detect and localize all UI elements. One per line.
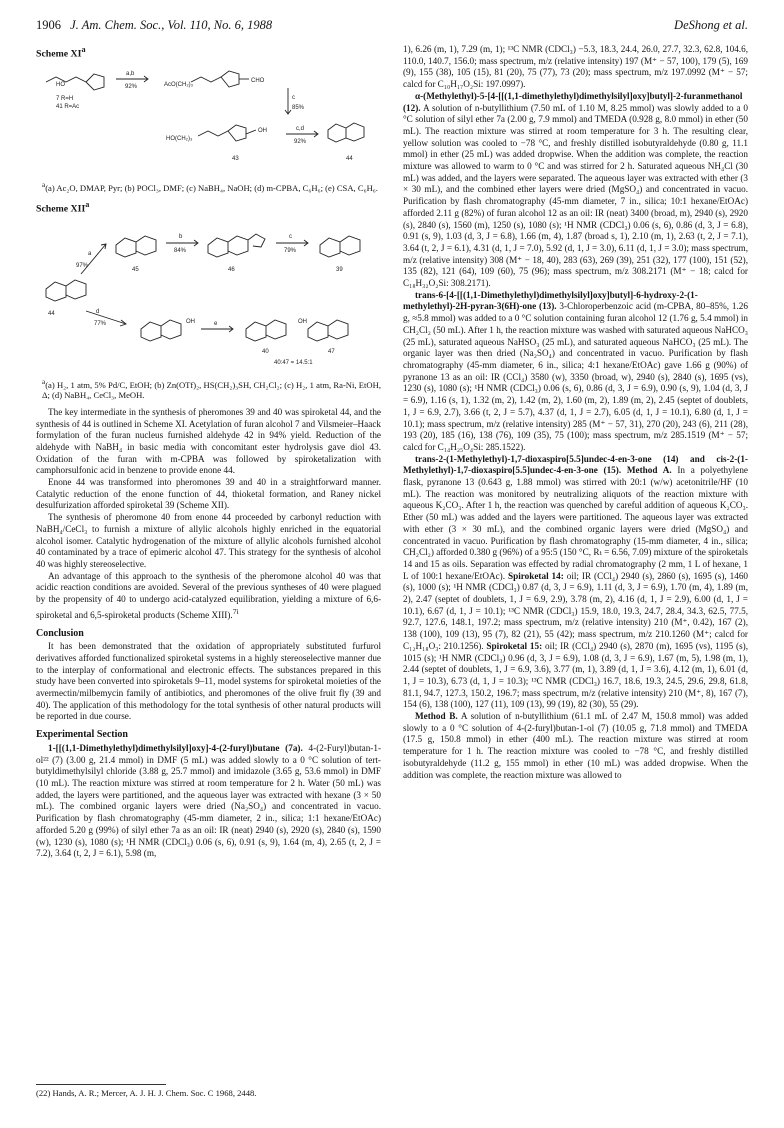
scheme-xii-number-44: 44 — [48, 311, 55, 318]
compound-title-13: trans-6-[4-[[(1,1-Dimethylethyl)dimethylsilyl]oxy]butyl]-6-hydroxy-2-(1-methylethyl)-2H-pyran-3(6H)-one (13). — [403, 289, 698, 312]
left-column — [36, 44, 381, 860]
experimental-heading: Experimental Section — [36, 729, 128, 741]
scheme-xii-arrow-a — [81, 244, 106, 274]
scheme-xi-yield-c: 85% — [292, 104, 305, 111]
scheme-xii-allylic-ring-b — [161, 320, 181, 339]
method-b-label: Method B. — [415, 711, 458, 722]
experimental-entry-13: trans-6-[4-[[(1,1-Dimethylethyl)dimethylsilyl]oxy]butyl]-6-hydroxy-2-(1-methylethyl)-2H-pyran-3(6H)-one (13). 3-Chloroperbenzoic acid (m-CPBA, 80–85%, 1.26 g, ≈5.8 mmol) was added to a 0 °C solution containing furan alcohol 12 (1.76 g, 5.4 mmol) in CH₂Cl₂ (50 mL). After 1 h, the reaction mixture was washed with saturated aqueous NaHCO₃ (25 mL), saturated aqueous NaHSO₃ (25 mL), and saturated aqueous NaHCO₃ (25 mL). The organic layer was then dried (Na₂SO₄) and concentrated in vacuo. Purification by flash chromatography (45-mm diameter, 6 in., silica; 4:1 hexane/EtOAc) gave 1.66 g (90%) of pyranone 13 as an oil: IR (CCl₄) 3580 (w), 3350 (broad, w), 2940 (s), 2840 (s), 1695 (vs), 1230 (s), 1080 (s); ¹H NMR (CDCl₃) 0.06 (s, 6), 0.86 (d, 3, J = 6.9), 0.90 (s, 9), 1.04 (d, 3, J = 6.9), 1.16 (s, 1), 1.32 (m, 2), 1.42 (m, 2), 1.60 (m, 2), 1.89 (m, 2), 2.45 (septet of doublets, 1, J = 6.9, 2.7), 3.66 (t, 2, J = 5.7), 4.37 (d, 1, J = 2.7), 6.05 (d, 1, J = 10.1), 6.80 (d, 1, J = 10.1); mass spectrum, m/z (relative intensity) 285 (M⁺ − 57, 31), 270 (20), 243 (6), 211 (28), 193 (20), 185 (16), 138 (76), 109 (35), 75 (100); mass spectrum, m/z 285.1519 (M⁺ − 57; calcd for C₁₄H₂₅O₄Si: 285.1522). — [403, 289, 748, 452]
spiroketal-14-label: Spiroketal 14: — [507, 570, 564, 581]
scheme-xi-furan-2 — [221, 71, 239, 87]
scheme-xi-reagent-ab: a,b — [126, 70, 135, 77]
experimental-entry-7a: 1-[[(1,1-Dimethylethyl)dimethylsilyl]oxy]-4-(2-furyl)butane (7a). 4-(2-Furyl)butan-1-ol²² (7) (3.00 g, 21.4 mmol) in DMF (5 mL) was added slowly to a 0 °C solution of tert-butyldimethylsilyl chloride (3.88 g, 25.7 mmol) and imidazole (3.65 g, 53.6 mmol) in DMF (10 mL). The reaction mixture was stirred at room temperature for 2 h. Water (50 mL) was added, the layers were partitioned, and the aqueous layer was extracted with hexane (3 × 50 mL). The combined organic layers were dried (Na₂SO₄) and concentrated in vacuo. Purification by flash chromatography (45-mm diameter, 2 in., silica; 1:1 hexane/EtOAc) afforded 5.20 g (99%) of silyl ether 7a as an oil: IR (neat) 2940 (s), 2920 (s), 2840 (s), 1590 (w), 1230 (s), 1080 (s); ¹H NMR (CDCl₃) 0.06 (s, 6), 0.91 (s, 9), 1.64 (m, 4), 2.65 (t, 2, J = 7.2), 3.64 (t, 2, J = 6.1), 5.98 (m, — [36, 742, 382, 859]
scheme-xii-reagent-a: a — [88, 251, 92, 258]
scheme-xii-39-ring-b — [340, 236, 360, 255]
running-header-authors: DeShong et al. — [674, 18, 748, 32]
scheme-xi-ring-b — [346, 123, 364, 141]
body-paragraph-2: Enone 44 was transformed into pheromones 39 and 40 in a straightforward manner. Catalytic reduction of the enone function of 44, thioketal formation, and Raney nickel desulfurization afforded spiroketal 39 (Scheme XII). — [36, 477, 381, 511]
scheme-xi-acoch: AcO(CH₂)₃ — [164, 81, 194, 88]
scheme-xi-compound-7: 7 R=H — [56, 95, 74, 102]
scheme-xii-structures — [36, 219, 381, 369]
page-number: 1906 — [36, 18, 61, 32]
scheme-xi-furan-1 — [86, 74, 104, 90]
scheme-xi-number-44: 44 — [346, 155, 353, 162]
scheme-xii-reagent-d: d — [96, 309, 100, 316]
footnote-22: (22) Hands, A. R.; Mercer, A. J. H. J. Chem. Soc. C 1968, 2448. — [36, 1088, 257, 1098]
scheme-xi-yield-cd: 92% — [294, 138, 307, 145]
scheme-xi-reagent-c: c — [292, 94, 295, 101]
scheme-xii-46-ring-a — [208, 238, 228, 257]
scheme-xi-chain-2 — [191, 77, 221, 82]
body-paragraph-1: The key intermediate in the synthesis of pheromones 39 and 40 was spiroketal 44, and the synthesis of 44 is outlined in Scheme XI. Acetylation of furan alcohol 7 and Vilsmeier–Haack formylation of the furan nucleus furnished aldehyde 42 in 94% yield. Reduction of the aldehyde with NaBH₄ in basic media with concomitant ester hydrolysis gave diol 43. Oxidation of the furan with m-CPBA was followed by spiroketalization with camphorsulfonic acid in benzene to provide enone 44. — [36, 406, 382, 476]
scheme-xii-reagent-c: c — [289, 234, 292, 241]
scheme-xii-yield-b: 84% — [174, 248, 187, 255]
scheme-xii-47-ring-b — [328, 320, 348, 339]
scheme-xii-ratio: 40:47 = 14.5:1 — [274, 360, 313, 367]
scheme-xi-ring-a — [328, 124, 346, 142]
scheme-xii-39-ring-a — [320, 238, 340, 257]
scheme-xi-structures — [36, 64, 381, 172]
experimental-entry-14-15: trans-2-(1-Methylethyl)-1,7-dioxaspiro[5.5]undec-4-en-3-one (14) and cis-2-(1-Methylethyl)-1,7-dioxaspiro[5.5]undec-4-en-3-one (15). Method A. In a polyethylene flask, pyranone 13 (0.643 g, 1.88 mmol) was stirred with 20:1 (w/w) acetonitrile/HF (10 mL). The reaction was monitored by neutralizing aliquots of the reaction mixture with aqueous K₂CO₃. After 1 h, the reaction was quenched by careful addition of aqueous K₂CO₃. Ether (50 mL) was added and the layers were partitioned. The aqueous layer was extracted with ether (3 × 30 mL), and the combined organic layers were dried (MgSO₄) and concentrated in vacuo. Purification by flash chromatography (15-mm diameter, 4 in., silica; CH₂Cl₂) afforded 0.380 g (96%) of a 95:5 (150 °C, Rₜ = 6.56, 7.09) mixture of the spiroketals 14 and 15 as oils. Separation was effected by radial chromatography (2 mm, 1 L of hexane, 1 L of 100:1 hexane/EtOAc). Spiroketal 14: oil; IR (CCl₄) 2940 (s), 2860 (s), 1695 (s), 1460 (s), 1000 (s); ¹H NMR (CDCl₃) 0.87 (d, 3, J = 6.9), 1.11 (d, 3, J = 6.9), 1.70 (m, 4), 1.89 (m, 2), 2.47 (septet of doublets, 1, J = 6.9, 2.9), 3.78 (m, 2), 4.16 (d, 1, J = 2.9), 6.00 (d, 1, J = 10.1), 6.67 (d, 1, J = 10.1); ¹³C NMR (CDCl₃) 15.9, 18.0, 19.3, 24.7, 28.4, 34.3, 62.5, 77.5, 92.7, 127.6, 148.1, 197.2; mass spectrum, m/z (relative intensity) 210 (M⁺, 0.42), 167 (2), 138 (100), 109 (13), 95 (7), 82 (21), 55 (42); mass spectrum, m/z 210.1260 (M⁺; calcd for C₁₂H₁₈O₃: 210.1256). Spiroketal 15: oil; IR (CCl₄) 2940 (s), 2870 (m), 1695 (vs), 1195 (s), 1015 (s); ¹H NMR (CDCl₃) 0.96 (d, 3, J = 6.9), 1.08 (d, 3, J = 6.9), 1.67 (m, 5), 1.98 (m, 1), 2.44 (septet of doublets, 1, J = 6.9, 3.6), 3.77 (m, 1), 3.89 (d, 1, J = 3.6), 4.12 (m, 1), 6.01 (d, 1, J = 10.3), 6.73 (d, 1, J = 10.3); ¹³C NMR (CDCl₃) 16.7, 18.6, 19.3, 24.5, 29.6, 29.8, 61.8, 81.1, 94.7, 127.3, 150.2, 196.7; mass spectrum, m/z (relative intensity) 210 (M⁺, 8), 167 (7), 154 (6), 138 (100), 127 (11), 109 (13), 99 (19), 82 (30), 55 (29). — [403, 453, 749, 710]
footnote-rule — [36, 1084, 166, 1085]
scheme-xi-ch2oh-bond — [246, 130, 256, 134]
experimental-method-b: Method B. A solution of n-butyllithium (61.1 mL of 2.47 M, 150.8 mmol) was added slowly to a 0 °C solution of 4-(2-furyl)butan-1-ol (7) (10.05 g, 71.8 mmol) and TMEDA (17.5 g, 150.8 mmol) in ether (400 mL). The reaction mixture was stirred at room temperature for 1 h. The reaction mixture was cooled to −78 °C, and freshly distilled isobutyraldehyde (11.2 g, 155 mmol) in ether (10 mL) was added dropwise. When the addition was complete, the reaction mixture was allowed to — [403, 711, 748, 780]
scheme-xi-oh: OH — [258, 127, 267, 134]
scheme-xi-furan-3 — [228, 125, 246, 141]
scheme-xii-47-ring-a — [308, 322, 328, 341]
scheme-xi-chain-1 — [46, 77, 86, 82]
scheme-xi-hoch: HO(CH₂)₃ — [166, 135, 193, 142]
experimental-entry-12: α-(Methylethyl)-5-[4-[[(1,1-dimethylethyl)dimethylsilyl]oxy]butyl]-2-furanmethanol (12). A solution of n-butyllithium (7.50 mL of 1.10 M, 8.25 mmol) was slowly added to a 0 °C solution of silyl ether 7a (2.00 g, 7.9 mmol) and TMEDA (0.928 g, 8.0 mmol) in ether (50 mL). The reaction mixture was stirred at room temperature for 3 h. The resulting clear, yellow solution was cooled to −78 °C, and freshly distilled isobutyraldehyde (0.80 g, 11.1 mmol) in ether (25 mL) was added dropwise. When the addition was complete, the reaction mixture was allowed to warm to 0 °C and was stirred for 2 h. Saturated aqueous NH₄Cl (30 mL) was added, and the layers were separated. The aqueous layer was extracted with ether (3 × 30 mL), and the combined ether layers were dried (MgSO₄) and concentrated in vacuo. Purification by flash chromatography (45-mm diameter, 7 in., silica; 10:1 hexane/EtOAc) afforded 2.11 g (82%) of furan alcohol 12 as an oil: IR (neat) 3400 (broad, m), 2940 (s), 2920 (s), 2840 (s), 1560 (m), 1250 (s), 1080 (s); ¹H NMR (CDCl₃) 0.06 (s, 6), 0.86 (d, 3, J = 6.8), 0.91 (s, 9), 1.03 (d, 3, J = 6.8), 1.66 (m, 4), 1.87 (broad s, 1), 2.10 (m, 1), 2.63 (t, 2, J = 7.1), 3.64 (t, 2, J = 6.1), 4.31 (d, 1, J = 7.0), 5.92 (d, 1, J = 3.0), 6.11 (d, 1, J = 3.0); mass spectrum, m/z (relative intensity) 308 (M⁺ − 18, 40), 283 (63), 269 (39), 251 (32), 177 (100), 151 (52), 135 (82), 121 (64), 109 (60), 75 (96); mass spectrum, m/z 308.2171 (M⁺ − 18; calcd for C₁₈H₃₂O₂Si: 308.2171). — [403, 90, 748, 289]
compound-title-12: α-(Methylethyl)-5-[4-[[(1,1-dimethylethyl)dimethylsilyl]oxy]butyl]-2-furanmethanol (12). — [403, 90, 743, 113]
compound-title-14-15: trans-2-(1-Methylethyl)-1,7-dioxaspiro[5.5]undec-4-en-3-one (14) and cis-2-(1-Methylethyl)-1,7-dioxaspiro[5.5]undec-4-en-3-one (15). Method A. — [403, 453, 748, 476]
body-paragraph-3: The synthesis of pheromone 40 from enone 44 proceeded by carbonyl reduction with NaBH₄/CeCl₃ to furnish a mixture of allylic alcohols highly enriched in the equatorial alcohol isomer. Catalytic hydrogenation of the mixture of allylic alcohols furnished alcohol 40 contaminated by a trace of epimeric alcohol 47. This strategy for the synthesis of alcohol 40 was highly stereoselective. — [36, 512, 381, 569]
body-paragraph-4: An advantage of this approach to the synthesis of the pheromone alcohol 40 was that acidic reaction conditions are avoided. Several of the previous syntheses of 40 were plagued by the propensity of 40 to undergo acid-catalyzed equilibration, yielding a mixture of 6,6-spiroketal and 6,5-spiroketal products (Scheme XIII).$^{7i}$ — [36, 570, 381, 620]
spiroketal-15-label: Spiroketal 15: — [486, 640, 543, 651]
scheme-xii-yield-a: 97% — [76, 263, 89, 270]
journal-citation: J. Am. Chem. Soc., Vol. 110, No. 6, 1988 — [70, 18, 273, 32]
scheme-xii-number-40: 40 — [262, 349, 269, 356]
scheme-xi-cho: CHO — [251, 77, 265, 84]
running-header-left — [36, 18, 272, 33]
scheme-xii-allylic-ring-a — [141, 322, 161, 341]
scheme-xii-46-ring-b — [228, 236, 248, 255]
scheme-xii-number-39: 39 — [336, 267, 343, 274]
scheme-xi-footnote: $^a$(a) Ac₂O, DMAP, Pyr; (b) POCl₃, DMF; (c) NaBH₄, NaOH; (d) m-CPBA, C₆H₆; (e) CSA, C₆H₆. — [42, 180, 378, 193]
scheme-xii-reagent-e: e — [214, 321, 218, 328]
scheme-xii-allylic-oh: OH — [186, 319, 195, 326]
scheme-xii-number-47: 47 — [328, 349, 335, 356]
scheme-xi-figure — [36, 64, 381, 176]
scheme-xii-label: Scheme XII$^a$ — [36, 200, 90, 215]
scheme-xii-number-46: 46 — [228, 267, 235, 274]
scheme-xi-number-43: 43 — [232, 155, 239, 162]
scheme-xii-45-ring-a — [116, 238, 136, 257]
compound-title-7a: 1-[[(1,1-Dimethylethyl)dimethylsilyl]oxy]-4-(2-furyl)butane (7a). — [48, 742, 303, 753]
scheme-xii-figure — [36, 219, 381, 373]
conclusion-paragraph: It has been demonstrated that the oxidation of appropriately substituted furfurol derivatives afforded functionalized spiroketal systems in a highly stereoselective manner due to the interplay of conformational and electronic effects. The substances prepared in this study have been converted into spiroketals 9–11, model systems for spiroketal moieties of the avermectin/milbemycin family of antibiotics, and pheromones of the olive fruit fly (39 and 40). The application of this methodology for the total synthesis of other natural products will be reported in due course. — [36, 641, 381, 722]
right-column — [403, 44, 748, 781]
scheme-xi-label: Scheme $XI^a$ — [36, 45, 86, 60]
continued-entry-7a: 1), 6.26 (m, 1), 7.29 (m, 1); ¹³C NMR (CDCl₃) −5.3, 18.3, 24.4, 26.0, 27.7, 32.3, 62.8, 104.6, 110.0, 140.7, 156.0; mass spectrum, m/z (relative intensity) 197 (M⁺ − 57, 100), 179 (5), 169 (9), 155 (38), 105 (15), 81 (20), 75 (77), 73 (20); mass spectrum, m/z 197.0992 (M⁺ − 57; calcd for C₁₀H₁₇O₂Si: 197.0997). — [403, 44, 748, 90]
conclusion-heading: Conclusion — [36, 627, 84, 639]
scheme-xi-reagent-cd: c,d — [296, 125, 305, 132]
scheme-xii-number-45: 45 — [132, 267, 139, 274]
scheme-xi-compound-41: 41 R=Ac — [56, 103, 80, 110]
scheme-xi-chain-3 — [198, 131, 228, 136]
scheme-xii-46-dithiane — [248, 234, 265, 247]
scheme-xii-40-ring-a — [246, 322, 266, 341]
scheme-xii-40-ring-b — [266, 320, 286, 339]
scheme-xii-40-oh: OH — [298, 319, 307, 326]
scheme-xii-44-ring-b — [66, 280, 86, 299]
scheme-xii-44-ring-a — [46, 282, 66, 301]
scheme-xii-reagent-b: b — [179, 234, 183, 241]
scheme-xii-yield-c: 79% — [284, 248, 297, 255]
scheme-xii-45-ring-b — [136, 236, 156, 255]
scheme-xi-ho-1: HO — [56, 81, 65, 88]
scheme-xii-footnote: $^a$(a) H₂, 1 atm, 5% Pd/C, EtOH; (b) Zn(OTf)₂, HS(CH₂)₃SH, CH₂Cl₂; (c) H₂, 1 atm, Ra-Ni, EtOH, Δ; (d) NaBH₄, CeCl₃, MeOH. — [42, 377, 381, 401]
scheme-xii-yield-d: 77% — [94, 321, 107, 328]
scheme-xi-yield-ab: 92% — [125, 83, 138, 90]
